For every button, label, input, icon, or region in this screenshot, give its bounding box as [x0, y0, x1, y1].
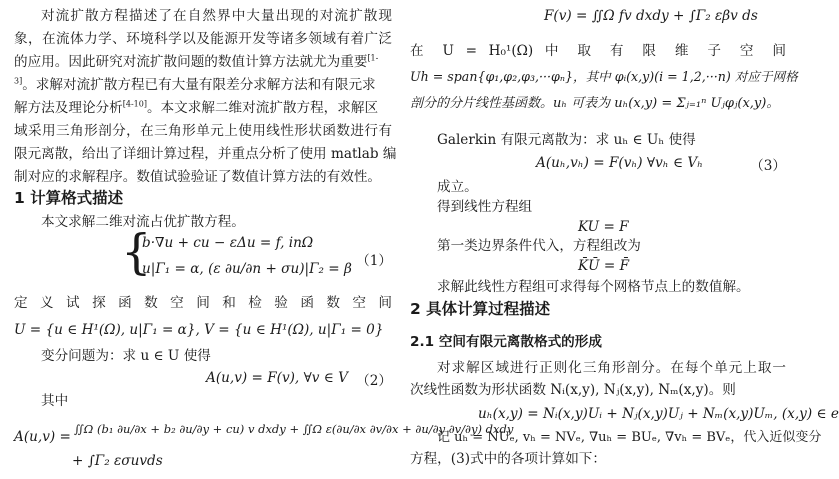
intro-sentence: 本文求解二维对流占优扩散方程。	[41, 214, 245, 230]
para1-line1: 对流扩散方程描述了在自然界中大量出现的对流扩散现	[41, 8, 392, 24]
para1-line2: 象，在流体力学、环境科学以及能源开发等诸多领域有着广泛	[14, 31, 392, 47]
p21-line1: 对求解区域进行正则化三角形剖分。在每个单元上取一	[437, 360, 786, 376]
auv-lhs: A(u,v) =	[14, 429, 71, 445]
eq1-number: （1）	[356, 253, 392, 269]
linear-system-line: 得到线性方程组	[437, 199, 533, 215]
eq1-line1: b·∇u + cu − εΔu = f, inΩ	[142, 235, 314, 251]
citation-1-3: [1-	[367, 53, 379, 63]
subspace-line3: 剖分的分片线性基函数。uₕ 可表为 uₕ(x,y) = Σⱼ₌₁ⁿ Uⱼφⱼ(x,y)。	[410, 96, 780, 111]
para1-line3-text: 的应用。因此研究对流扩散问题的数值计算方法就尤为重要	[14, 54, 368, 70]
solve-line: 求解此线性方程组可求得每个网格节点上的数值解。	[437, 279, 750, 295]
auv-rhs-line2: + ∫Γ₂ εσuvds	[72, 453, 163, 469]
para1-line4	[14, 76, 392, 95]
para1-line7: 限元离散，给出了详细计算过程，并重点分析了使用 matlab 编	[14, 146, 397, 162]
ku-equation: KU = F	[578, 219, 629, 235]
define-spaces-line: 定 义 试 探 函 数 空 间 和 检 验 函 数 空 间	[14, 295, 392, 311]
p21-line3: 记 uₕ = NUₑ, vₕ = NVₑ, ∇uₕ = BUₑ, ∇vₕ = BVₑ，代入近似变分	[437, 430, 822, 445]
where-label: 其中	[41, 393, 69, 409]
holds-line: 成立。	[437, 179, 478, 195]
boundary-line: 第一类边界条件代入，方程组改为	[437, 238, 641, 254]
para1-line3	[14, 53, 392, 72]
section-2-heading: 2 具体计算过程描述	[410, 300, 551, 318]
left-brace-1: {	[121, 224, 152, 280]
para1-line5-text-a: 解方法及理论分析	[14, 100, 123, 116]
para1-line5	[14, 99, 392, 118]
para1-line5-text-b: 。本文求解二维对流扩散方程，求解区	[146, 100, 379, 116]
section-1-heading: 1 计算格式描述	[14, 189, 124, 207]
spaces-formula: U = {u ∈ H¹(Ω), u|Γ₁ = α}, V = {u ∈ H¹(Ω), u|Γ₁ = 0}	[14, 322, 384, 338]
citation-4-10: [4-10]	[122, 99, 147, 109]
p21-line4: 方程，(3)式中的各项计算如下：	[410, 451, 606, 467]
para1-line8: 制对应的求解程序。数值试验验证了数值计算方法的有效性。	[14, 169, 382, 185]
kbar-equation: K̄Ū = F̄	[578, 258, 630, 274]
uh-equation: uₕ(x,y) = Nᵢ(x,y)Uᵢ + Nⱼ(x,y)Uⱼ + Nₘ(x,y)Uₘ, (x,y) ∈ e	[478, 406, 839, 422]
citation-1-3-end: 3]	[14, 76, 23, 86]
para1-line4-text: 。求解对流扩散方程已有大量有限差分求解方法和有限元求	[22, 77, 376, 93]
fv-formula: F(v) = ∬Ω fv dxdy + ∫Γ₂ εβv ds	[544, 8, 758, 24]
eq2-number: （2）	[356, 373, 392, 389]
eq1-line2: u|Γ₁ = α, (ε ∂u/∂n + σu)|Γ₂ = β	[142, 261, 352, 277]
eq3-number: （3）	[750, 158, 786, 174]
subspace-line2: Uh = span{φ₁,φ₂,φ₃,···φₙ}，其中 φᵢ(x,y)(i = 1,2,···n) 对应于网格	[410, 69, 798, 84]
eq2: A(u,v) = F(v), ∀v ∈ V	[206, 370, 348, 386]
p21-line2: 次线性函数为形状函数 Nᵢ(x,y), Nⱼ(x,y), Nₘ(x,y)。则	[410, 382, 736, 398]
para1-line6: 域采用三角形剖分，在三角形单元上使用线性形状函数进行有	[14, 123, 392, 139]
subsection-2-1-heading: 2.1 空间有限元离散格式的形成	[410, 334, 602, 350]
eq3: A(uₕ,vₕ) = F(vₕ) ∀vₕ ∈ Vₕ	[536, 155, 704, 171]
auv-rhs-line1: ∬Ω (b₁ ∂u/∂x + b₂ ∂u/∂y + cu) v dxdy + ∬Ω ε(∂u/∂x ∂v/∂x + ∂u/∂y ∂v/∂y) dxdy	[74, 422, 514, 436]
variational-statement: 变分问题为：求 u ∈ U 使得	[41, 348, 211, 364]
galerkin-line: Galerkin 有限元离散为：求 uₕ ∈ Uₕ 使得	[437, 132, 696, 148]
subspace-line1: 在 U = H₀¹(Ω) 中 取 有 限 维 子 空 间	[410, 43, 786, 59]
